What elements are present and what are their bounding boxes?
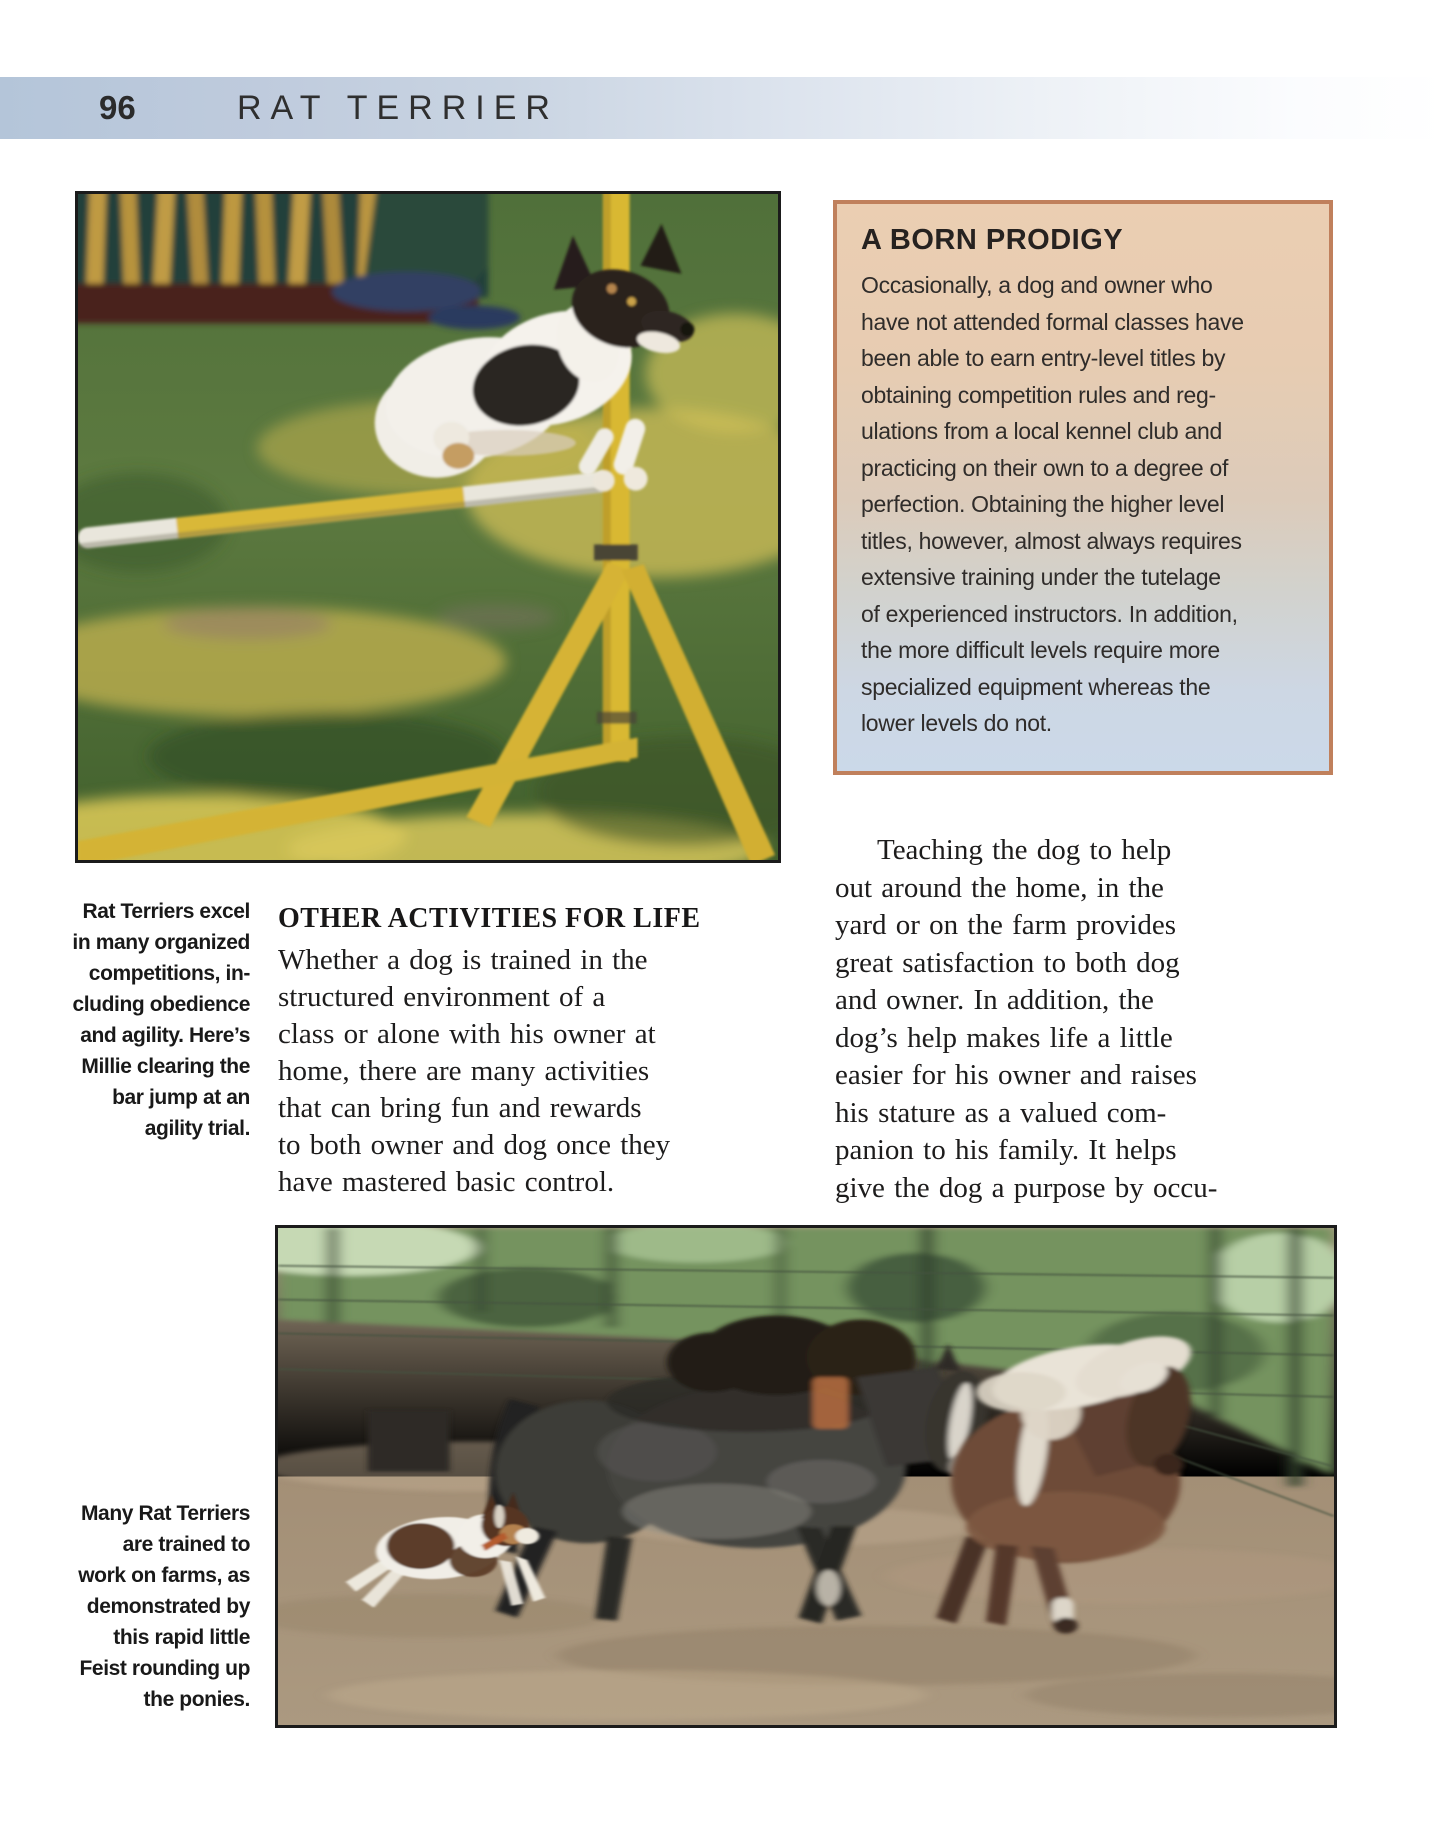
middle-column-text: Whether a dog is trained in the structured environment of a class or alone with his owner at home, there are many activities that can bring fun and rewards to both owner and dog once they have mastered basic control. [278,944,671,1198]
farm-photo [275,1225,1337,1728]
agility-photo-caption: Rat Terriers excel in many organized competitions, in- cluding obedience and agility. Here’s Millie clearing the bar jump at an agility trial. [72,900,250,1140]
header-bar [0,77,1445,139]
dark-box [368,1410,450,1472]
middle-column [278,903,793,1201]
agility-tunnel [78,194,520,329]
prodigy-box-title: A BORN PRODIGY [861,224,1124,256]
agility-photo [75,191,781,863]
prodigy-box [833,200,1333,775]
right-column-text: Teaching the dog to help out around the home, in the yard or on the farm provides great satisfaction to both dog and owner. In addition, the dog’s help makes life a little easier for his owner and raises his stature as a valued com- panion to his family. It helps give the dog a purpose by occu- [835,834,1218,1204]
chapter-title: RAT TERRIER [237,89,559,127]
right-column [835,832,1345,1207]
page-number: 96 [99,89,136,126]
section-heading: OTHER ACTIVITIES FOR LIFE [278,903,701,934]
agility-photo-art [78,194,778,860]
farm-photo-art [278,1228,1334,1725]
farm-photo-caption: Many Rat Terriers are trained to work on farms, as demonstrated by this rapid little Feist rounding up the ponies. [78,1502,250,1711]
prodigy-box-body: Occasionally, a dog and owner who have not attended formal classes have been able to earn entry-level titles by obtaining competition rules and reg- ulations from a local kennel club and practicing on their own to a degree of perfection. Obtaining the higher level titles, however, almost always requires extensive training under the tutelage of experienced instructors. In addition, the more difficult levels require more specialized equipment whereas the lower levels do not. [861,272,1244,736]
